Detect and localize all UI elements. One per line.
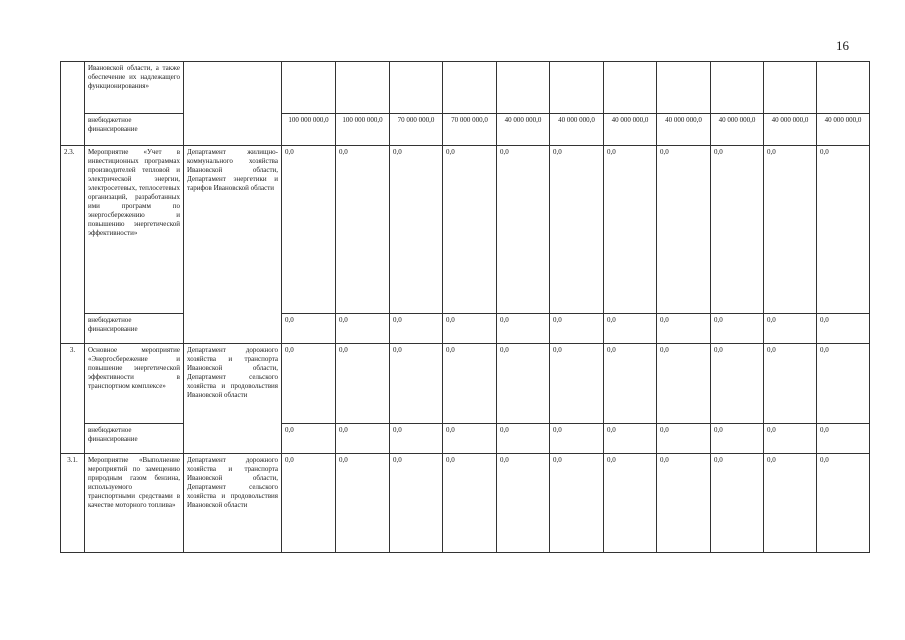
responsible-cell: Департамент дорожного хозяйства и транспорта Ивановской области, Департамент сельского хозяйства и продовольствия Ивановской области [184, 454, 282, 553]
value-cell [282, 62, 336, 114]
value-cell [764, 62, 817, 114]
value-cell: 0,0 [390, 314, 443, 344]
value-cell: 40 000 000,0 [764, 114, 817, 146]
value-cell: 0,0 [657, 146, 711, 314]
value-cell: 0,0 [336, 146, 390, 314]
value-cell: 0,0 [604, 314, 657, 344]
value-cell: 0,0 [390, 146, 443, 314]
value-cell [711, 62, 764, 114]
value-cell [817, 62, 870, 114]
value-cell: 40 000 000,0 [604, 114, 657, 146]
value-cell: 40 000 000,0 [817, 114, 870, 146]
measure-name-cell: Основное мероприятие «Энергосбережение и повышение энергетической эффективности в транспортном комплексе» [85, 344, 184, 424]
value-cell: 0,0 [390, 344, 443, 424]
value-cell: 0,0 [657, 344, 711, 424]
value-cell: 0,0 [711, 146, 764, 314]
value-cell [604, 62, 657, 114]
value-cell: 0,0 [604, 344, 657, 424]
value-cell: 0,0 [497, 314, 550, 344]
value-cell: 0,0 [282, 314, 336, 344]
table-row [61, 314, 870, 344]
responsible-cell: Департамент жилищно-коммунального хозяйства Ивановской области, Департамент энергетики и тарифов Ивановской области [184, 146, 282, 344]
value-cell: 70 000 000,0 [390, 114, 443, 146]
value-cell: 0,0 [711, 344, 764, 424]
value-cell: 0,0 [711, 454, 764, 553]
value-cell: 0,0 [550, 146, 604, 314]
value-cell: 0,0 [390, 454, 443, 553]
value-cell: 70 000 000,0 [443, 114, 497, 146]
value-cell: 40 000 000,0 [497, 114, 550, 146]
responsible-cell: Департамент дорожного хозяйства и транспорта Ивановской области, Департамент сельского хозяйства и продовольствия Ивановской области [184, 344, 282, 454]
value-cell: 40 000 000,0 [657, 114, 711, 146]
value-cell: 0,0 [497, 146, 550, 314]
value-cell: 0,0 [336, 454, 390, 553]
value-cell: 0,0 [497, 344, 550, 424]
value-cell: 0,0 [817, 454, 870, 553]
row-number-cell: 2.3. [61, 146, 85, 344]
value-cell: 0,0 [336, 344, 390, 424]
value-cell: 0,0 [764, 344, 817, 424]
table-row [61, 62, 870, 114]
value-cell: 0,0 [550, 424, 604, 454]
value-cell: 0,0 [497, 424, 550, 454]
value-cell: 0,0 [336, 424, 390, 454]
value-cell: 0,0 [657, 424, 711, 454]
funding-source-cell: внебюджетное финансирование [85, 424, 184, 454]
value-cell: 0,0 [604, 146, 657, 314]
value-cell: 0,0 [764, 424, 817, 454]
measure-name-cell: Мероприятие «Выполнение мероприятий по замещению природным газом бензина, используемого транспортными средствами в качестве моторного топлива» [85, 454, 184, 553]
value-cell: 100 000 000,0 [336, 114, 390, 146]
value-cell: 0,0 [550, 454, 604, 553]
value-cell [336, 62, 390, 114]
funding-source-cell: внебюджетное финансирование [85, 114, 184, 146]
row-number-cell: 3.1. [61, 454, 85, 553]
value-cell: 0,0 [282, 146, 336, 314]
value-cell: 0,0 [657, 314, 711, 344]
funding-source-cell: внебюджетное финансирование [85, 314, 184, 344]
value-cell: 0,0 [443, 314, 497, 344]
value-cell: 0,0 [657, 454, 711, 553]
value-cell: 0,0 [711, 314, 764, 344]
row-number-cell [61, 62, 85, 146]
budget-table [60, 61, 870, 553]
value-cell: 0,0 [390, 424, 443, 454]
value-cell [497, 62, 550, 114]
value-cell [550, 62, 604, 114]
value-cell: 0,0 [282, 344, 336, 424]
value-cell: 0,0 [497, 454, 550, 553]
value-cell: 0,0 [764, 314, 817, 344]
value-cell: 100 000 000,0 [282, 114, 336, 146]
value-cell: 0,0 [443, 146, 497, 314]
responsible-cell [184, 62, 282, 146]
value-cell: 0,0 [604, 454, 657, 553]
page-number: 16 [836, 38, 849, 53]
value-cell: 0,0 [282, 424, 336, 454]
row-number-cell: 3. [61, 344, 85, 454]
table-row [61, 114, 870, 146]
table-row [61, 454, 870, 553]
measure-name-cell: Ивановской области, а также обеспечение их надлежащего функционирования» [85, 62, 184, 114]
value-cell: 0,0 [282, 454, 336, 553]
value-cell: 0,0 [817, 344, 870, 424]
value-cell: 0,0 [443, 454, 497, 553]
table-row [61, 424, 870, 454]
value-cell: 0,0 [764, 146, 817, 314]
value-cell: 0,0 [817, 424, 870, 454]
value-cell [443, 62, 497, 114]
value-cell: 40 000 000,0 [550, 114, 604, 146]
value-cell: 0,0 [817, 314, 870, 344]
value-cell: 0,0 [336, 314, 390, 344]
value-cell: 0,0 [443, 344, 497, 424]
measure-name-cell: Мероприятие «Учет в инвестиционных программах производителей тепловой и электрической энергии, электросетевых, теплосетевых организаций, разработанных ими программ по энергосбережению и повышению энергетической эффективности» [85, 146, 184, 314]
value-cell [657, 62, 711, 114]
value-cell: 0,0 [550, 344, 604, 424]
value-cell: 0,0 [550, 314, 604, 344]
value-cell: 0,0 [604, 424, 657, 454]
value-cell: 0,0 [817, 146, 870, 314]
value-cell: 0,0 [443, 424, 497, 454]
table-row [61, 344, 870, 424]
value-cell: 40 000 000,0 [711, 114, 764, 146]
value-cell: 0,0 [711, 424, 764, 454]
table-row [61, 146, 870, 314]
value-cell: 0,0 [764, 454, 817, 553]
value-cell [390, 62, 443, 114]
